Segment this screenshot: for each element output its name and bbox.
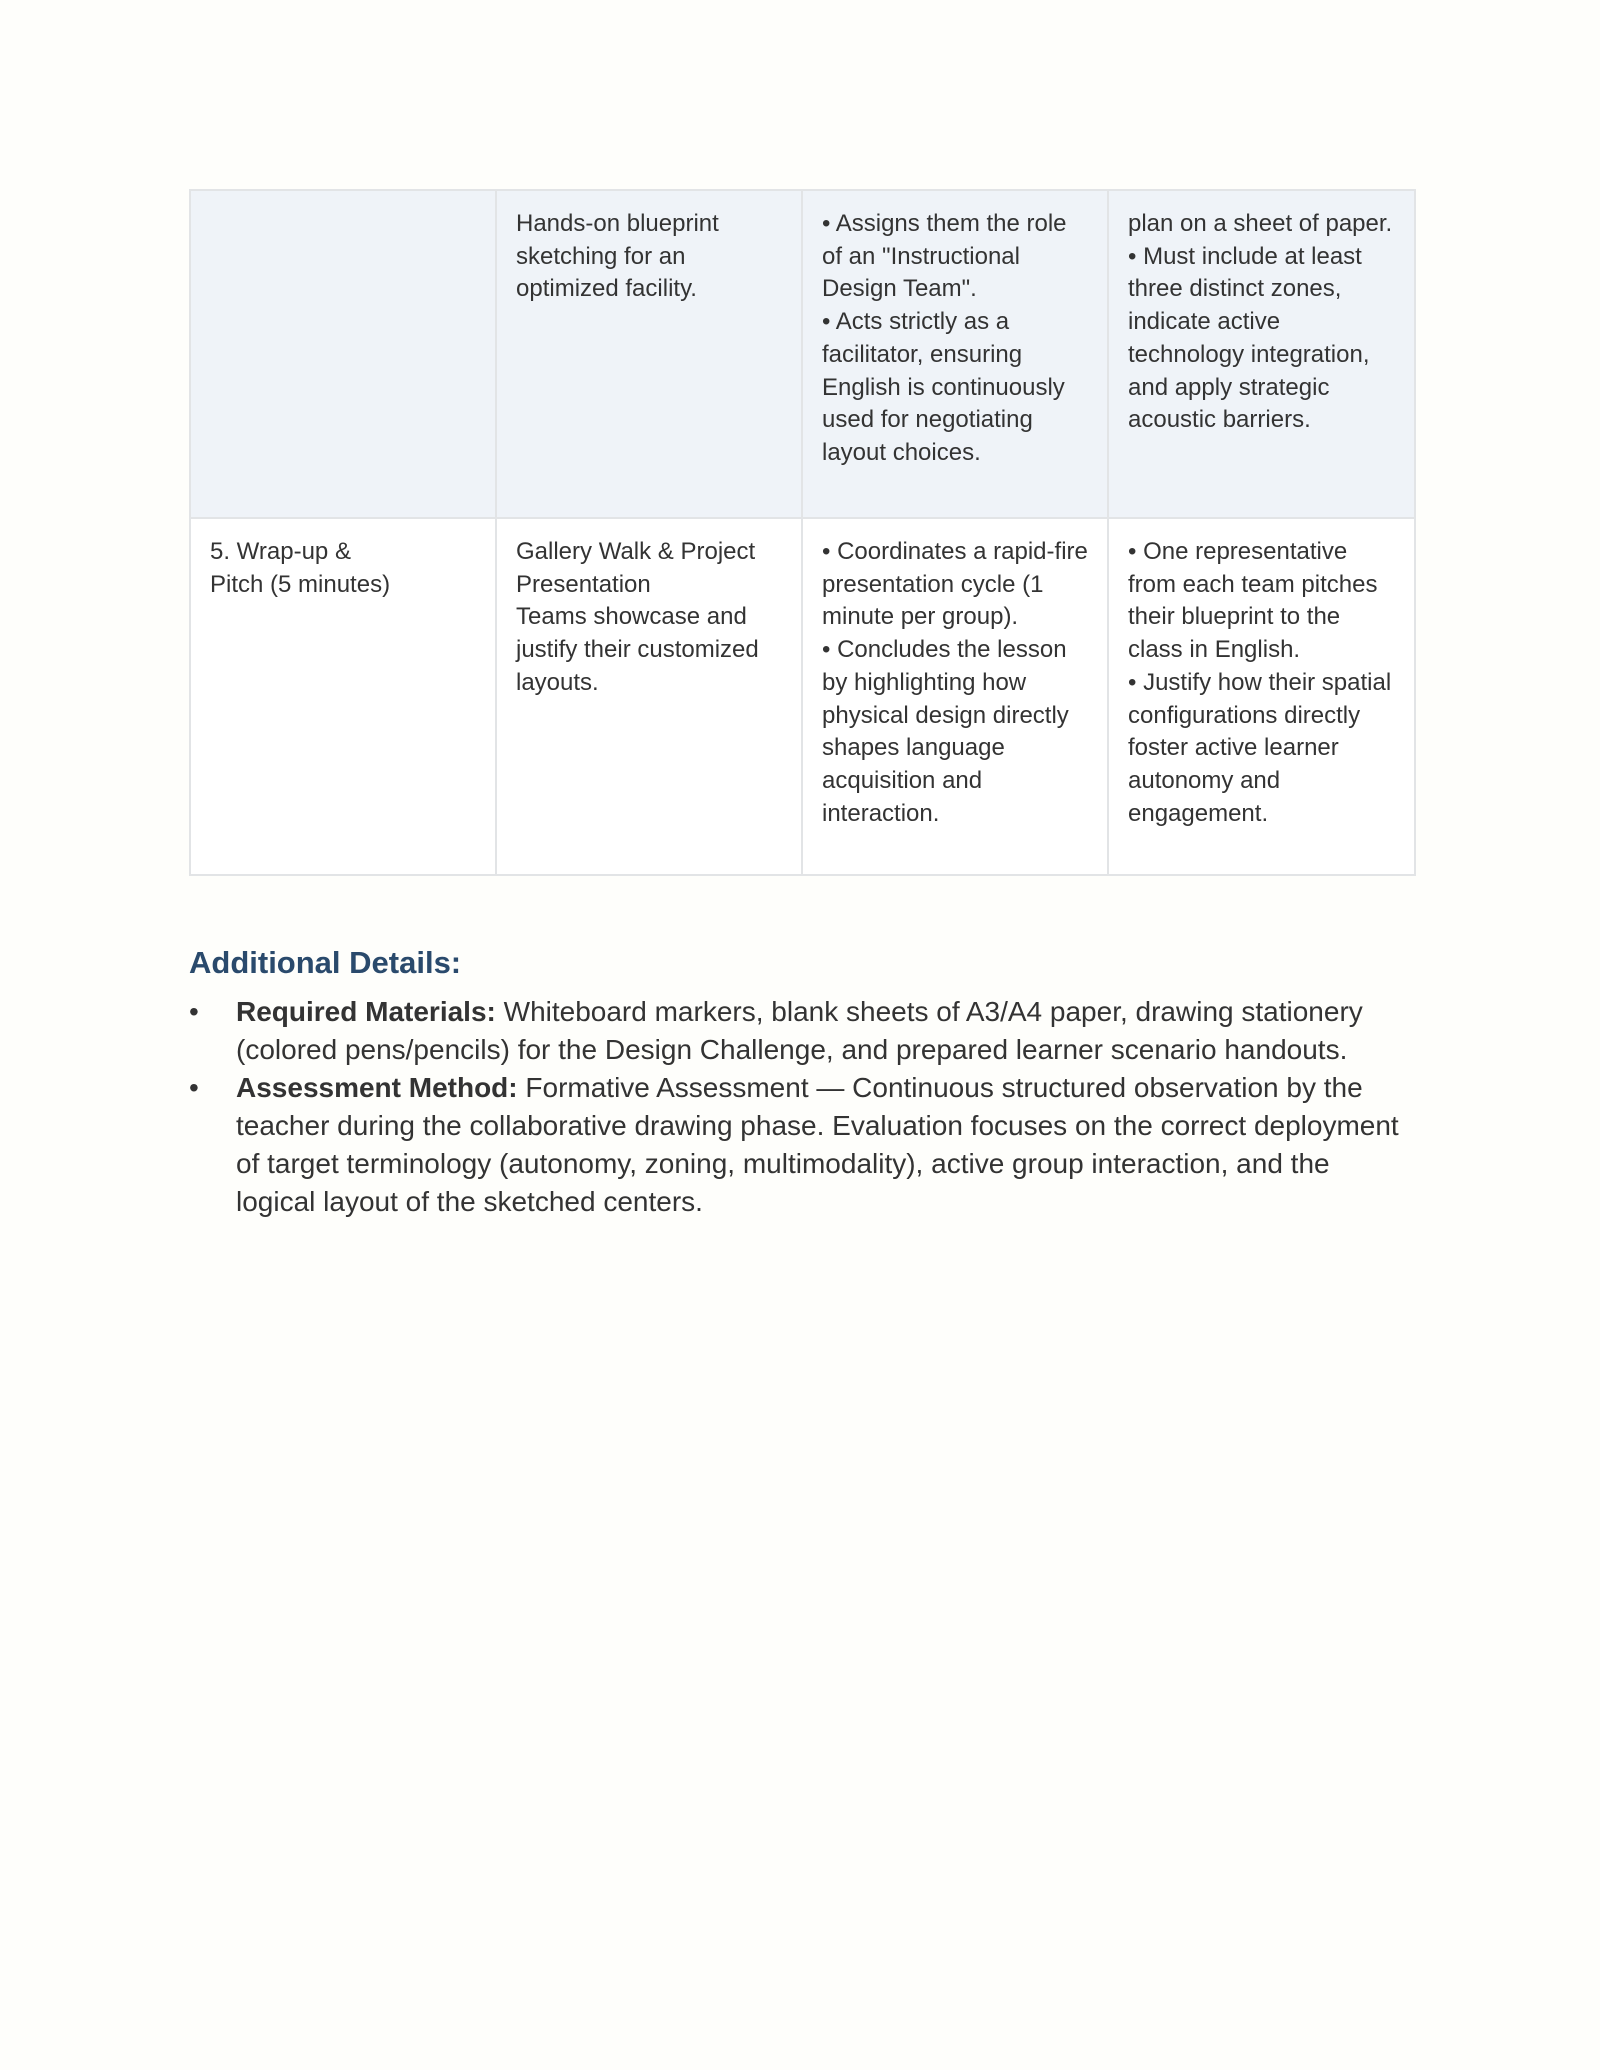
item-label: Assessment Method: [236,1072,518,1103]
additional-details-heading: Additional Details: [189,945,462,980]
table-row [190,518,1415,875]
item-label: Required Materials: [236,996,496,1027]
teacher-role-text: • Acts strictly as a facilitator, ensuring English is continuously used for negotiating layout choices. [822,308,1065,466]
teacher-role-text: • Assigns them the role of an "Instructional Design Team". [822,210,1067,303]
stage-cell [190,190,496,518]
learner-task-text: • Justify how their spatial configurations directly foster active learner autonomy and engagement. [1128,668,1392,827]
list-item [189,993,1414,1069]
activity-title: Gallery Walk & Project Presentation [516,538,756,598]
item-text: Formative Assessment — Continuous structured observation by the teacher during the collaborative drawing phase. Evaluation focuses on the correct deployment of target terminology (autonomy, zoning, multimodality), active group interaction, and the logical layout of the sketched centers. [236,1072,1399,1217]
bullet-icon: • [189,1072,199,1103]
activity-cell [496,190,802,518]
learner-task-text: • One representative from each team pitches their blueprint to the class in English. [1128,538,1378,664]
teacher-role-cell [802,190,1108,518]
bullet-icon: • [189,996,199,1027]
learner-task-cell [1108,190,1415,518]
teacher-role-text: • Coordinates a rapid-fire presentation cycle (1 minute per group). [822,538,1088,631]
learner-task-text: plan on a sheet of paper. [1128,210,1393,237]
lesson-plan-table [189,189,1416,876]
activity-cell [496,518,802,875]
learner-task-cell [1108,518,1415,875]
list-item [189,1069,1414,1221]
learner-task-text: • Must include at least three distinct zones, indicate active technology integration, and apply strategic acoustic barriers. [1128,242,1370,434]
teacher-role-cell [802,518,1108,875]
stage-text: 5. Wrap-up & Pitch (5 minutes) [210,538,391,598]
activity-text: Hands-on blueprint sketching for an optimized facility. [516,210,719,303]
activity-text: Teams showcase and justify their customized layouts. [516,603,759,696]
stage-cell [190,518,496,875]
additional-details-list [189,993,1414,1221]
table-row [190,190,1415,518]
teacher-role-text: • Concludes the lesson by highlighting how physical design directly shapes language acquisition and interaction. [822,636,1069,827]
item-text: Whiteboard markers, blank sheets of A3/A4 paper, drawing stationery (colored pens/pencils) for the Design Challenge, and prepared learner scenario handouts. [236,996,1363,1065]
